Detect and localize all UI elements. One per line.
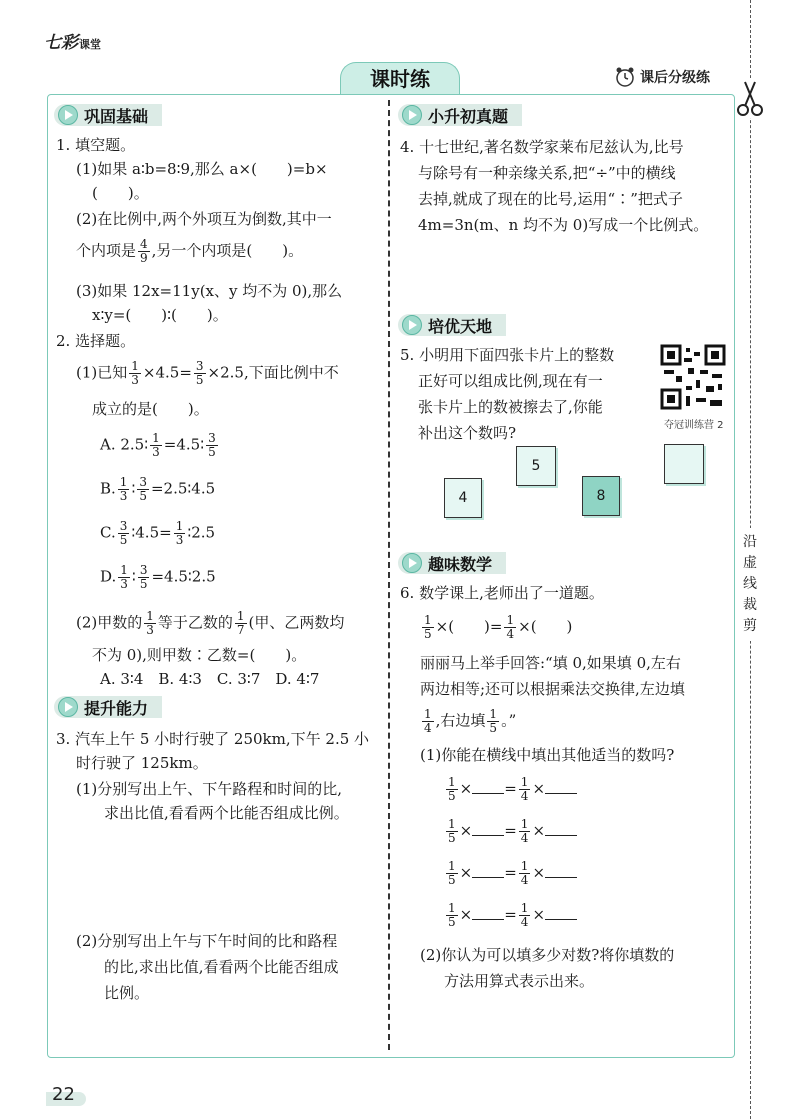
level-tag: 课后分级练: [614, 66, 710, 88]
blank-field[interactable]: [472, 779, 504, 794]
scissors-icon: [734, 78, 766, 118]
blank-field[interactable]: [545, 779, 577, 794]
q6-equation: $\frac{1}{5}$ ×( )= $\frac{1}{4}$ ×( ): [424, 613, 573, 641]
section-improve: 提升能力: [54, 696, 162, 718]
fill-in-row-1[interactable]: $\frac{1}{5}$ × = $\frac{1}{4}$ ×: [444, 776, 577, 803]
q5-line2: 正好可以组成比例,现在有一: [418, 372, 603, 390]
q4-line2: 与除号有一种亲缘关系,把“÷”中的横线: [418, 164, 676, 182]
qr-caption: 夺冠训练营 2: [664, 420, 724, 431]
section-exam: 小升初真题: [398, 104, 522, 126]
number-card: 5: [516, 446, 556, 486]
column-divider: [388, 100, 390, 1050]
play-icon: [402, 553, 422, 573]
q5-line1: 5. 小明用下面四张卡片上的整数: [400, 346, 615, 364]
section-advanced: 培优天地: [398, 314, 506, 336]
q1-part2-line1: (2)在比例中,两个外项互为倒数,其中一: [76, 210, 332, 228]
q6-part1: (1)你能在横线中填出其他适当的数吗?: [420, 746, 675, 764]
q2-part1-line1: (1)已知 $\frac{1}{3}$ ×4.5= $\frac{3}{5}$ ×2.5,下面比例中不: [76, 359, 339, 387]
q2-part1-line2: 成立的是( )。: [92, 400, 209, 418]
fill-in-row-2[interactable]: $\frac{1}{5}$ × = $\frac{1}{4}$ ×: [444, 818, 577, 845]
play-icon: [58, 105, 78, 125]
alarm-clock-icon: [614, 66, 636, 88]
q6-part2-line1: (2)你认为可以填多少对数?将你填数的: [420, 946, 675, 964]
page-number: 22: [52, 1084, 75, 1105]
q4-line3: 去掉,就成了现在的比号,运用“∶”把式子: [418, 190, 683, 208]
q4-line4: 4m=3n(m、n 均不为 0)写成一个比例式。: [418, 216, 709, 234]
blank-field[interactable]: [545, 863, 577, 878]
fill-in-row-4[interactable]: $\frac{1}{5}$ × = $\frac{1}{4}$ ×: [444, 902, 577, 929]
q2-option-a: A. 2.5∶ $\frac{1}{3}$ =4.5∶ $\frac{3}{5}$: [100, 431, 216, 459]
blank-field[interactable]: [472, 821, 504, 836]
qr-code-icon[interactable]: [660, 344, 726, 410]
q3-part2-line1: (2)分别写出上午与下午时间的比和路程: [76, 932, 338, 950]
q2-title: 2. 选择题。: [56, 332, 136, 350]
blank-field[interactable]: [472, 863, 504, 878]
q2-part2-line1: (2)甲数的 $\frac{1}{3}$ 等于乙数的 $\frac{1}{7}$ (甲、乙两数均: [76, 609, 345, 637]
q2-option-c: C. $\frac{3}{5}$ ∶4.5= $\frac{1}{3}$ ∶2.5: [100, 519, 216, 547]
section-fun-math: 趣味数学: [398, 552, 506, 574]
q6-line3: 丽丽马上举手回答:“填 0,如果填 0,左右: [420, 654, 681, 672]
q6-line5: $\frac{1}{4}$ ,右边填 $\frac{1}{5}$ 。”: [424, 707, 517, 735]
blank-field[interactable]: [545, 821, 577, 836]
q2-part2-options: A. 3∶4 B. 4∶3 C. 3∶7 D. 4∶7: [100, 670, 320, 688]
q3-part2-line2: 的比,求出比值,看看两个比能否组成: [104, 958, 339, 976]
blank-field[interactable]: [472, 905, 504, 920]
fill-in-row-3[interactable]: $\frac{1}{5}$ × = $\frac{1}{4}$ ×: [444, 860, 577, 887]
play-icon: [58, 697, 78, 717]
q1-part2-line2: 个内项是 $\frac{4}{9}$ ,另一个内项是( )。: [76, 237, 304, 265]
q6-part2-line2: 方法用算式表示出来。: [444, 972, 595, 990]
q1-part3-line1: (3)如果 12x=11y(x、y 均不为 0),那么: [76, 282, 343, 300]
q3-part2-line3: 比例。: [104, 984, 150, 1002]
q1-part1-line1: (1)如果 a∶b=8∶9,那么 a×( )=b×: [76, 160, 328, 178]
q1-part1-line2: ( )。: [92, 184, 149, 202]
play-icon: [402, 315, 422, 335]
q1-part3-line2: x∶y=( )∶( )。: [92, 306, 228, 324]
q3-part1-line2: 求出比值,看看两个比能否组成比例。: [104, 804, 349, 822]
q6-line1: 6. 数学课上,老师出了一道题。: [400, 584, 604, 602]
q6-line4: 两边相等;还可以根据乘法交换律,左边填: [420, 680, 685, 698]
q4-line1: 4. 十七世纪,著名数学家莱布尼兹认为,比号: [400, 138, 684, 156]
fraction: $\frac{4}{9}$: [140, 237, 148, 265]
q1-title: 1. 填空题。: [56, 136, 136, 154]
number-card: 4: [444, 478, 482, 518]
q3-part1-line1: (1)分别写出上午、下午路程和时间的比,: [76, 780, 343, 798]
q3-line2: 时行驶了 125km。: [76, 754, 208, 772]
section-basics: 巩固基础: [54, 104, 162, 126]
number-card: 8: [582, 476, 620, 516]
page-title: 课时练: [340, 62, 460, 95]
blank-number-card: [664, 444, 704, 484]
q5-line3: 张卡片上的数被擦去了,你能: [418, 398, 603, 416]
q2-option-b: B. $\frac{1}{3}$ ∶ $\frac{3}{5}$ =2.5∶4.5: [100, 475, 216, 503]
cut-instruction: 沿 虚 线 裁 剪: [741, 528, 759, 641]
q3-line1: 3. 汽车上午 5 小时行驶了 250km,下午 2.5 小: [56, 730, 370, 748]
brand-logo: 七彩课堂: [44, 33, 101, 53]
q2-option-d: D. $\frac{1}{3}$ ∶ $\frac{3}{5}$ =4.5∶2.5: [100, 563, 216, 591]
play-icon: [402, 105, 422, 125]
q5-line4: 补出这个数吗?: [418, 424, 517, 442]
q2-part2-line2: 不为 0),则甲数∶乙数=( )。: [92, 646, 307, 664]
blank-field[interactable]: [545, 905, 577, 920]
